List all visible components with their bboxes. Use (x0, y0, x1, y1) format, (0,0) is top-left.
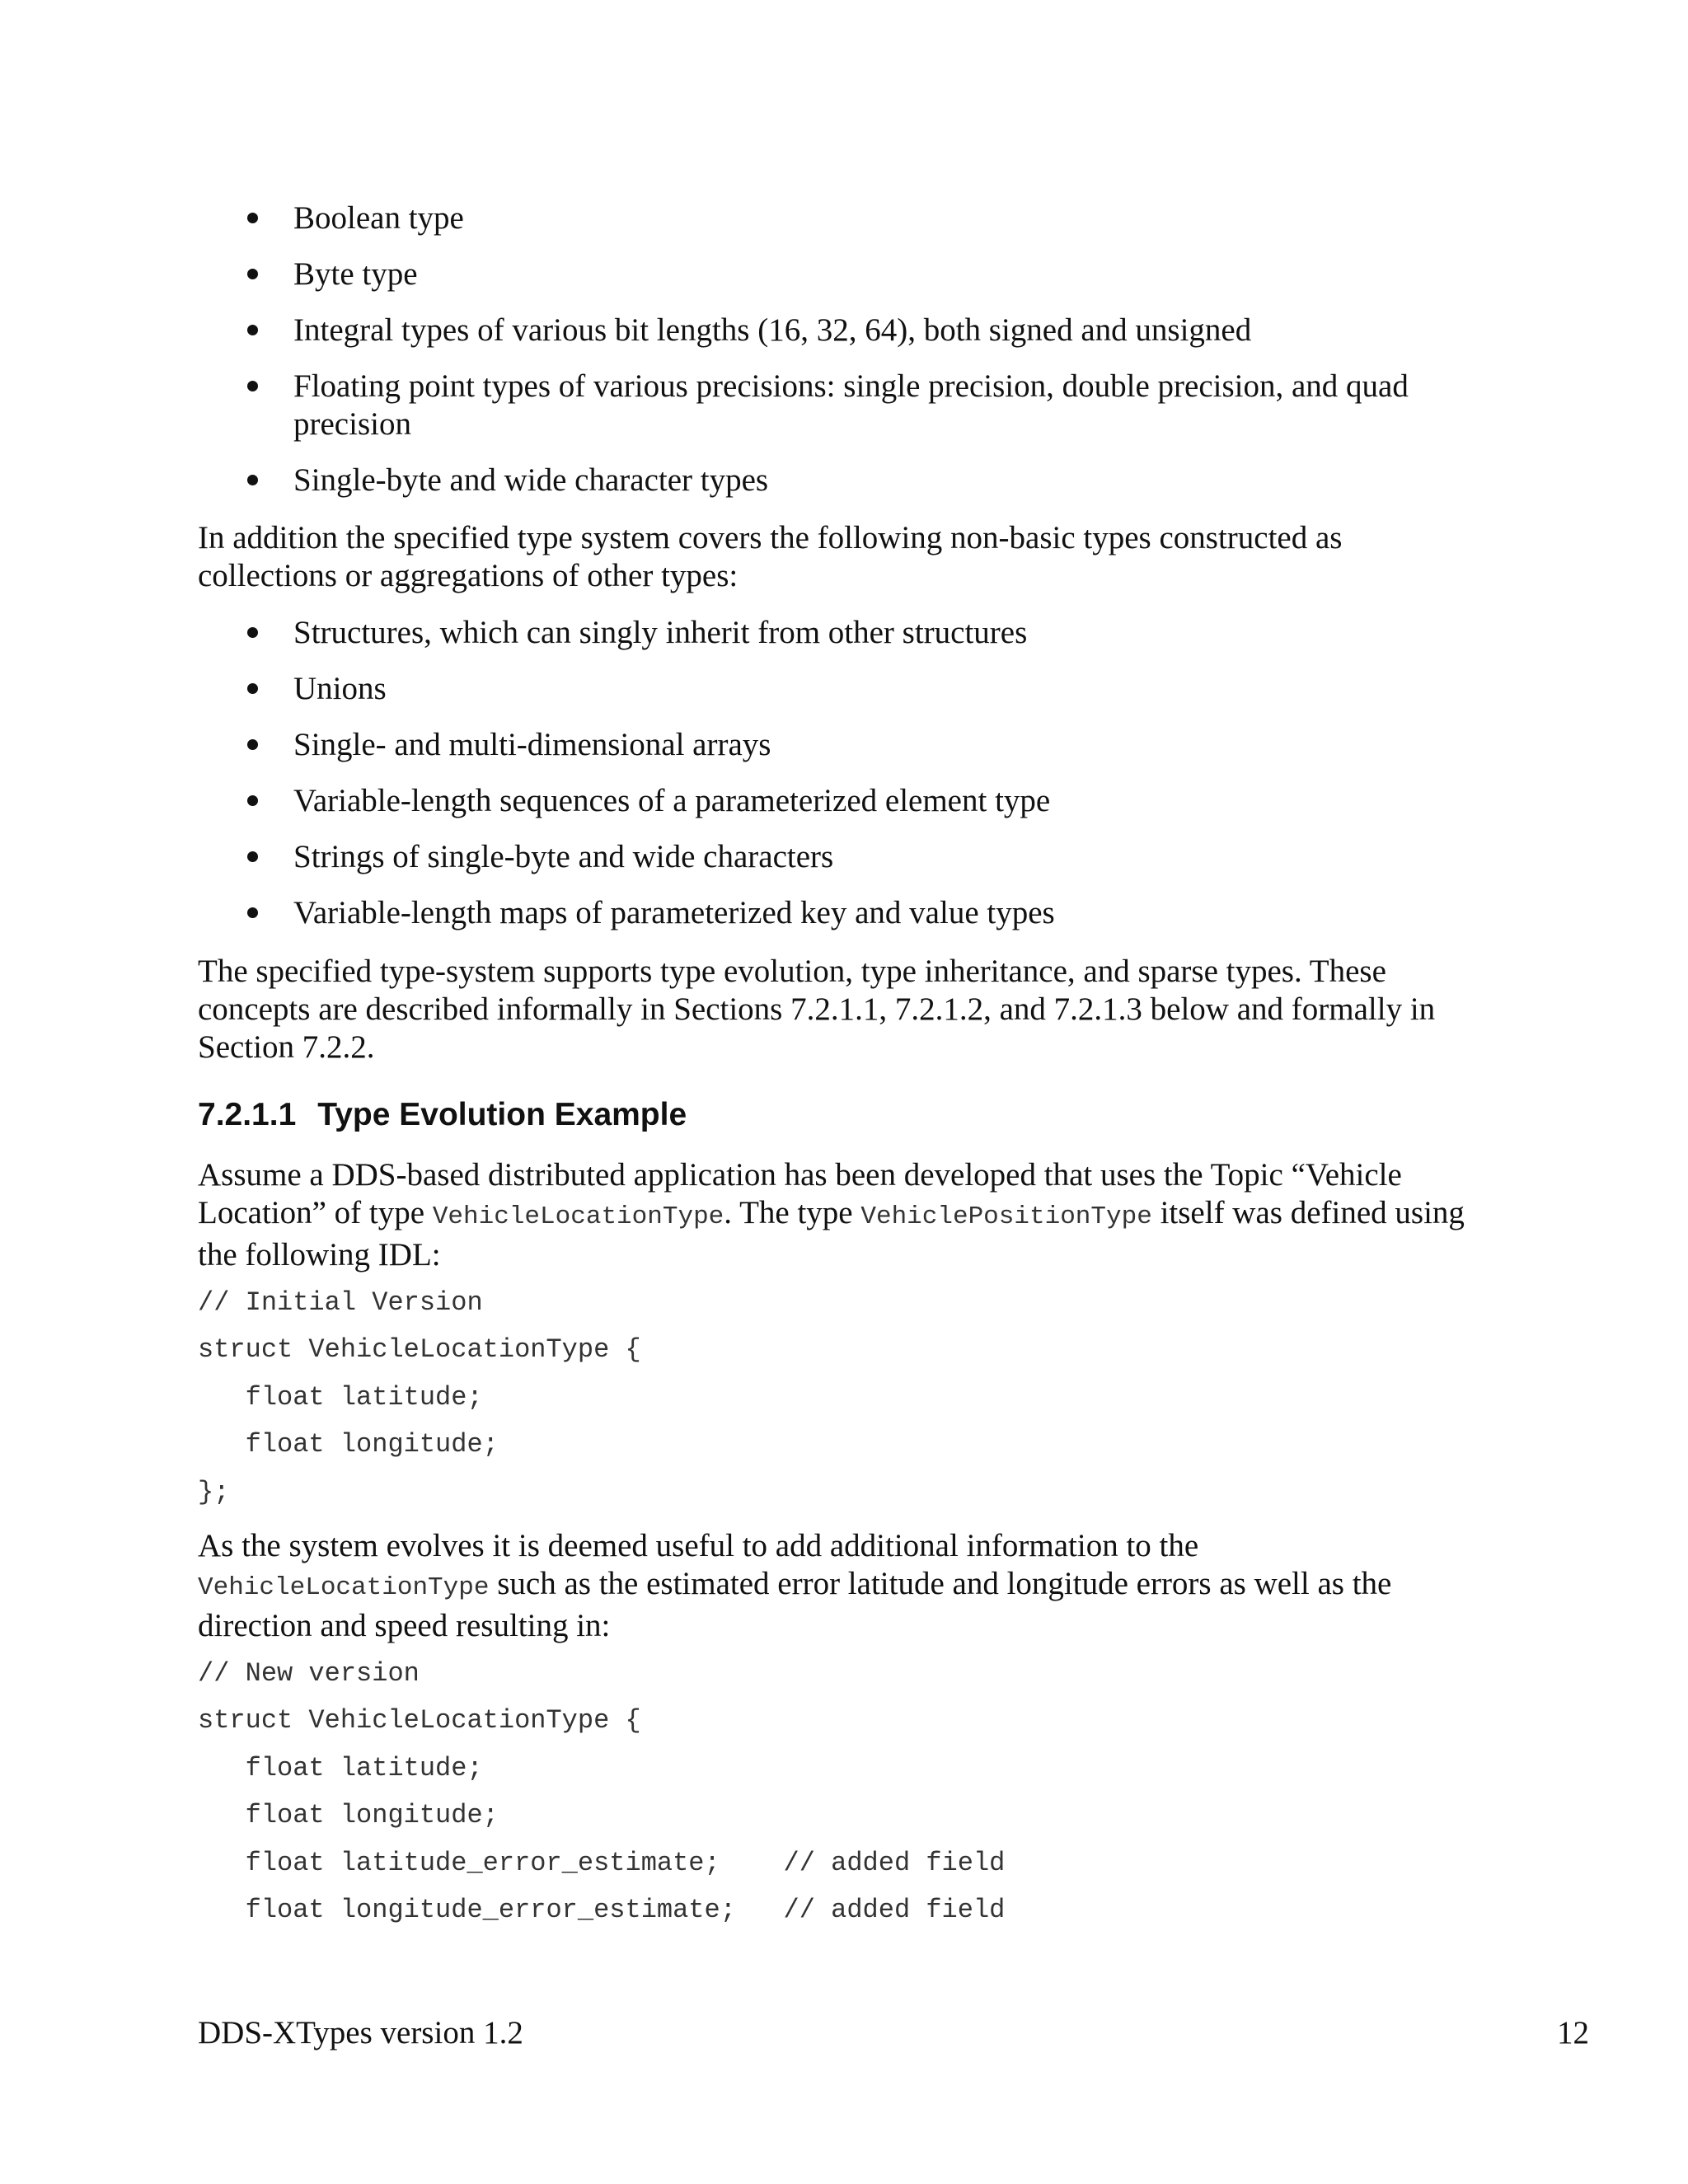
example-paragraph (198, 1156, 1484, 1274)
list-item (198, 368, 1484, 443)
code-line: }; (198, 1476, 230, 1507)
bullet-icon (247, 683, 258, 694)
code-line: float longitude; (198, 1800, 499, 1831)
code-line: float latitude; (198, 1752, 483, 1783)
bullet-icon (247, 269, 258, 279)
list-item-text: Unions (293, 671, 387, 706)
bullet-icon (247, 381, 258, 391)
bullet-icon (247, 627, 258, 638)
list-item (198, 726, 1484, 764)
intro-paragraph: In addition the specified type system covers the following non-basic types constructed as collections or aggregations of other types: (198, 520, 1343, 593)
list-item (198, 312, 1484, 349)
footer-page-number: 12 (1557, 2015, 1589, 2050)
list-item-text: Single- and multi-dimensional arrays (293, 727, 771, 762)
list-item-text: Strings of single-byte and wide characters (293, 839, 834, 874)
bullet-icon (247, 851, 258, 862)
list-item-text: Single-byte and wide character types (293, 462, 769, 498)
list-item (198, 614, 1484, 652)
bullet-icon (247, 795, 258, 806)
list-item-text: Variable-length maps of parameterized key and value types (293, 895, 1055, 930)
inline-code: VehicleLocationType (432, 1202, 724, 1231)
code-line: float latitude; (198, 1381, 483, 1413)
evolution-paragraph: The specified type-system supports type evolution, type inheritance, and sparse types. These concepts are described informally in Sections 7.2.1.1, 7.2.1.2, and 7.2.1.3 below and formally in Section 7.2.2. (198, 954, 1436, 1065)
code-line: float longitude_error_estimate; // added field (198, 1894, 1006, 1925)
list-item (198, 199, 1484, 237)
list-item-text: Structures, which can singly inherit from other structures (293, 615, 1028, 650)
section-number: 7.2.1.1 (198, 1097, 297, 1132)
bullet-icon (247, 475, 258, 485)
list-item (198, 462, 1484, 499)
nonbasic-types-list (198, 614, 1484, 950)
code-block-initial (198, 1286, 641, 1523)
list-item-text: Variable-length sequences of a parameterized element type (293, 783, 1051, 818)
list-item (198, 670, 1484, 708)
basic-types-list (198, 199, 1484, 518)
section-heading (198, 1096, 687, 1134)
list-item-text: Floating point types of various precisions: single precision, double precision, and quad precision (293, 368, 1409, 442)
section-title: Type Evolution Example (317, 1097, 687, 1132)
text-run: . The type (724, 1195, 861, 1230)
code-line: float latitude_error_estimate; // added field (198, 1847, 1006, 1878)
list-item (198, 838, 1484, 876)
bullet-icon (247, 907, 258, 918)
code-line: struct VehicleLocationType { (198, 1334, 641, 1366)
bullet-icon (247, 325, 258, 335)
evolve-paragraph (198, 1527, 1484, 1645)
list-item (198, 894, 1484, 932)
bullet-icon (247, 739, 258, 750)
bullet-icon (247, 213, 258, 223)
list-item (198, 782, 1484, 820)
text-run: such as the estimated error latitude and longitude errors as well as the direction and speed resulting in: (198, 1566, 1392, 1643)
text-run: As the system evolves it is deemed useful to add additional information to the (198, 1528, 1199, 1563)
text-run: itself was defined using the following IDL: (198, 1195, 1465, 1272)
code-block-new (198, 1657, 1005, 1941)
code-line: // Initial Version (198, 1287, 483, 1318)
footer-document-title: DDS-XTypes version 1.2 (198, 2015, 523, 2050)
code-line: float longitude; (198, 1429, 499, 1460)
inline-code: VehiclePositionType (860, 1202, 1152, 1231)
list-item-text: Byte type (293, 256, 418, 292)
code-line: // New version (198, 1658, 420, 1689)
list-item-text: Integral types of various bit lengths (16, 32, 64), both signed and unsigned (293, 312, 1252, 348)
list-item (198, 255, 1484, 293)
code-line: struct VehicleLocationType { (198, 1705, 641, 1736)
list-item-text: Boolean type (293, 200, 464, 236)
inline-code: VehicleLocationType (198, 1573, 490, 1602)
text-run: Assume a DDS-based distributed application has been developed that uses the Topic “Vehicle Location” of type (198, 1157, 1402, 1230)
